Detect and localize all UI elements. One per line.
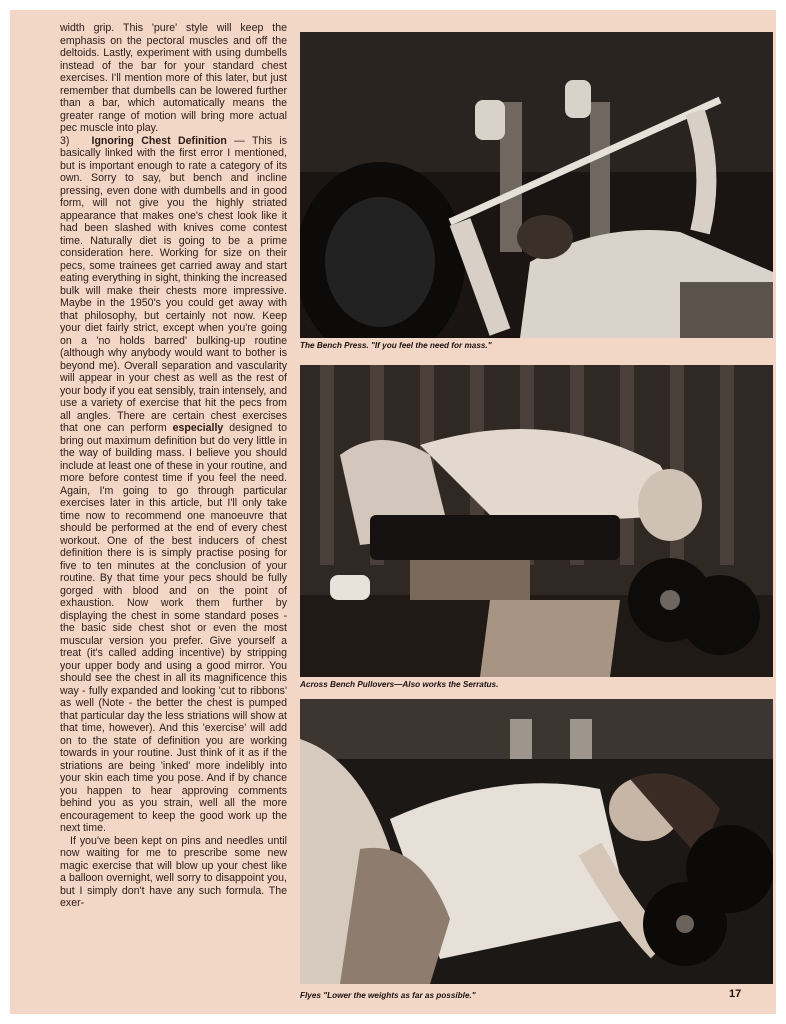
magazine-page (10, 10, 776, 1014)
flyes-photo (300, 699, 773, 984)
photo-caption-bench-press: The Bench Press. "If you feel the need for mass." (300, 341, 492, 350)
article-paragraph-2-part-a: This is basically linked with the first error I mentioned, but is important enough to rate a category of its own. Sorry to say, but bench and incline pressing, even done with dumbells and in good form, will not give you the highly striated appearance that makes one's chest look like it had been slashed with knives come contest time. Naturally diet is going to be a prime consideration here. Working for size on their pecs, some trainees get carried away and start eating everything in sight, thinking the increased bulk will make their chests more impressive. Maybe in the 1950's you could get away with that philosophy, but certainly not now. Keep your diet fairly strict, except when you're going on a 'no holds barred' bulking-up routine (although why anybody would want to bother is beyond me). Overall separation and vascularity will appear in your chest as well as the rest of your body if you eat sensibly, train intensely, and use a variety of exercise that hit the pecs from all angles. There are certain chest exercises that one can perform (60, 134, 288, 434)
section-number: 3) (60, 134, 70, 147)
article-paragraph-3: If you've been kept on pins and needles until now waiting for me to prescribe some new magic exercise that will blow up your chest like a balloon overnight, well sorry to disappoint you, but I simply don't have any such formula. The exer- (60, 834, 287, 909)
article-paragraph-1: width grip. This 'pure' style will keep the emphasis on the pectoral muscles and off the deltoids. Lastly, experiment with using dumbells instead of the bar for your standard chest exercises. I'll mention more of this later, but just remember that dumbells can be lowered further than a bar, which automatically means the greater range of motion will bring more actual pec muscle into play. (60, 22, 287, 134)
photo-caption-flyes: Flyes "Lower the weights as far as possible." (300, 991, 476, 1000)
section-heading: Ignoring Chest Definition (91, 134, 227, 147)
article-paragraph-2-part-b: designed to bring out maximum definition but do very little in the way of building mass. I believe you should include at least one of these in your routine, and more before contest time if you feel the need. Again, I'm going to go through particular exercises later in this article, but I'll only take time now to recommend one manoeuvre that should be performed at the end of every chest workout. One of the best inducers of chest definition there is is simply practise posing for five to ten minutes at the conclusion of your routine. By that time your pecs should be fully gorged with blood and on the point of exhaustion. Now work them further by displaying the chest in some standard poses - the basic side chest shot or even the most muscular version you prefer. Give yourself a treat (it's called adding incentive) by stripping your upper body and using a good mirror. You should see the chest in all its magnificence this way - fully expanded and looking 'cut to ribbons' as well (Note - the better the chest is pumped that particular day the less striations will show at that time, however). And this 'exercise' will add on to the state of definition you are working towards in your routine. Just think of it as if the striations are being 'inked' more indelibly into your skin each time you pose. And if by chance you happen to hear approving comments behind you as you strain, well all the more encouragement to keep the good work up the next time. (60, 422, 287, 834)
page-number: 17 (729, 988, 742, 1000)
article-text-column (60, 22, 287, 997)
pullover-photo (300, 365, 773, 677)
article-paragraph-2 (60, 135, 287, 835)
bench-press-photo (300, 32, 773, 338)
section-dash: — (226, 134, 252, 147)
emphasis-especially: especially (172, 422, 224, 434)
photo-caption-pullovers: Across Bench Pullovers—Also works the Serratus. (300, 680, 499, 689)
